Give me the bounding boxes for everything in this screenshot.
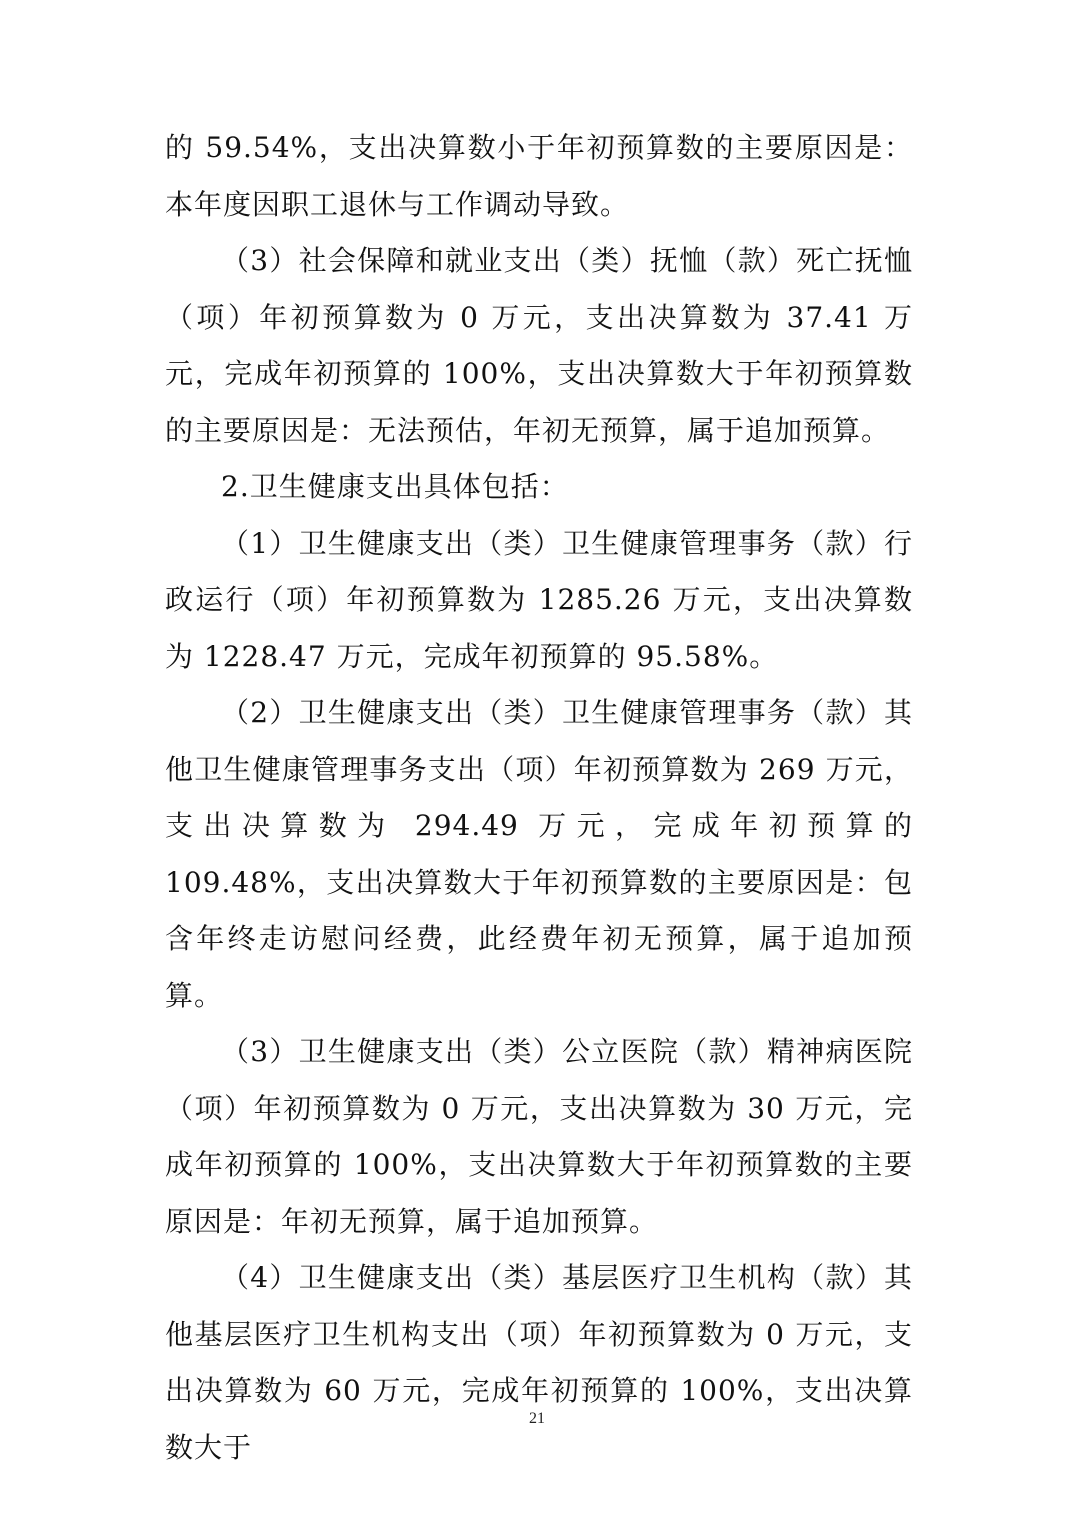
page-number: 21 [529, 1410, 545, 1427]
paragraph-primary-care-other: （4）卫生健康支出（类）基层医疗卫生机构（款）其他基层医疗卫生机构支出（项）年初预算数为 0 万元，支出决算数为 60 万元，完成年初预算的 100%，支出决算数大于 [165, 1261, 913, 1464]
paragraph-psychiatric-hospital: （3）卫生健康支出（类）公立医院（款）精神病医院（项）年初预算数为 0 万元，支出决算数为 30 万元，完成年初预算的 100%，支出决算数大于年初预算数的主要原因是：年初无预算，属于追加预算。 [165, 1035, 913, 1238]
section-heading-health-expenditure: 2.卫生健康支出具体包括： [221, 470, 569, 503]
paragraph-health-admin-operation: （1）卫生健康支出（类）卫生健康管理事务（款）行政运行（项）年初预算数为 1285.26 万元，支出决算数为 1228.47 万元，完成年初预算的 95.58%。 [165, 526, 913, 673]
paragraph-health-admin-other: （2）卫生健康支出（类）卫生健康管理事务（款）其他卫生健康管理事务支出（项）年初预算数为 269 万元，支出决算数为 294.49 万元，完成年初预算的 109.48%，支出决算数大于年初预算数的主要原因是：包含年终走访慰问经费，此经费年初无预算，属于追加预算。 [165, 696, 913, 1012]
paragraph-social-security-pension: （3）社会保障和就业支出（类）抚恤（款）死亡抚恤（项）年初预算数为 0 万元，支出决算数为 37.41 万元，完成年初预算的 100%，支出决算数大于年初预算数的主要原因是：无法预估，年初无预算，属于追加预算。 [165, 244, 913, 447]
paragraph-continuation: 的 59.54%，支出决算数小于年初预算数的主要原因是：本年度因职工退休与工作调动导致。 [165, 131, 913, 221]
body-text [165, 120, 913, 1476]
